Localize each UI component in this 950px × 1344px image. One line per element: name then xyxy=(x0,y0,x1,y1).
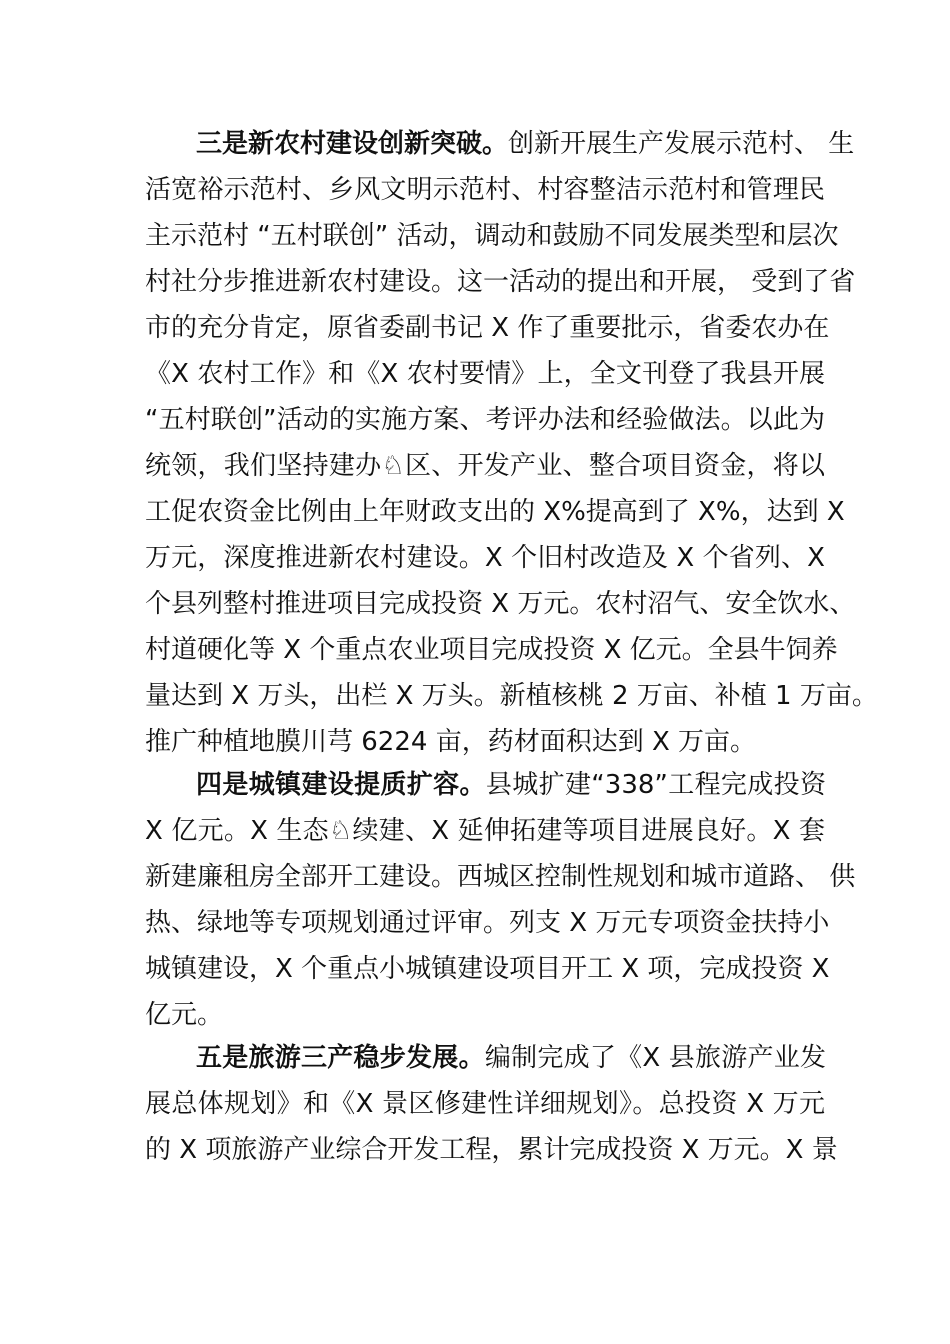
paragraph-3-line-1-text: 编制完成了《X 县旅游产业发 xyxy=(484,1043,826,1073)
paragraph-1-line-5: 市的充分肯定，原省委副书记 X 作了重要批示，省委农办在 xyxy=(145,313,830,343)
paragraph-1-line-10: 万元，深度推进新农村建设。X 个旧村改造及 X 个省列、X xyxy=(145,543,825,573)
paragraph-1-heading: 三是新农村建设创新突破。 xyxy=(196,129,509,159)
paragraph-1-line-2: 活宽裕示范村、乡风文明示范村、村容整洁示范村和管理民 xyxy=(145,175,825,205)
paragraph-1-line-7: “五村联创”活动的实施方案、考评办法和经验做法。以此为 xyxy=(145,405,825,435)
paragraph-1-line-6: 《X 农村工作》和《X 农村要情》上，全文刊登了我县开展 xyxy=(145,359,825,389)
paragraph-1-line-8: 统领，我们坚持建办♘区、开发产业、整合项目资金，将以 xyxy=(145,451,825,481)
paragraph-1-line-13: 量达到 X 万头，出栏 X 万头。新植核桃 2 万亩、补植 1 万亩。 xyxy=(145,681,878,711)
paragraph-2-line-4: 热、绿地等专项规划通过评审。列支 X 万元专项资金扶持小 xyxy=(145,908,830,938)
paragraph-2-heading: 四是城镇建设提质扩容。 xyxy=(196,770,486,800)
paragraph-2-line-5: 城镇建设，X 个重点小城镇建设项目开工 X 项，完成投资 X xyxy=(145,954,830,984)
paragraph-2-line-6: 亿元。 xyxy=(145,1000,224,1030)
paragraph-2-line-3: 新建廉租房全部开工建设。西城区控制性规划和城市道路、 供 xyxy=(145,862,856,892)
paragraph-3-line-1 xyxy=(196,1035,826,1081)
paragraph-3-line-3: 的 X 项旅游产业综合开发工程，累计完成投资 X 万元。X 景 xyxy=(145,1135,838,1165)
paragraph-1-line-14: 推广种植地膜川芎 6224 亩，药材面积达到 X 万亩。 xyxy=(145,727,757,757)
paragraph-1-line-9: 工促农资金比例由上年财政支出的 X%提高到了 X%，达到 X xyxy=(145,497,845,527)
paragraph-1-line-1 xyxy=(196,121,855,167)
paragraph-2-line-2: X 亿元。X 生态♘续建、X 延伸拓建等项目进展良好。X 套 xyxy=(145,816,825,846)
paragraph-1-line-3: 主示范村 “五村联创” 活动，调动和鼓励不同发展类型和层次 xyxy=(145,221,839,251)
paragraph-2-line-1-text: 县城扩建“338”工程完成投资 xyxy=(485,770,826,800)
paragraph-1-line-4: 村社分步推进新农村建设。这一活动的提出和开展， 受到了省 xyxy=(145,267,856,297)
paragraph-1-line-11: 个县列整村推进项目完成投资 X 万元。农村沼气、安全饮水、 xyxy=(145,589,856,619)
paragraph-1-line-1-text: 创新开展生产发展示范村、 生 xyxy=(508,129,855,159)
paragraph-3-line-2: 展总体规划》和《X 景区修建性详细规划》。总投资 X 万元 xyxy=(145,1089,825,1119)
paragraph-3-heading: 五是旅游三产稳步发展。 xyxy=(196,1043,485,1073)
paragraph-2-line-1 xyxy=(196,762,826,808)
paragraph-1-line-12: 村道硬化等 X 个重点农业项目完成投资 X 亿元。全县牛饲养 xyxy=(145,635,838,665)
